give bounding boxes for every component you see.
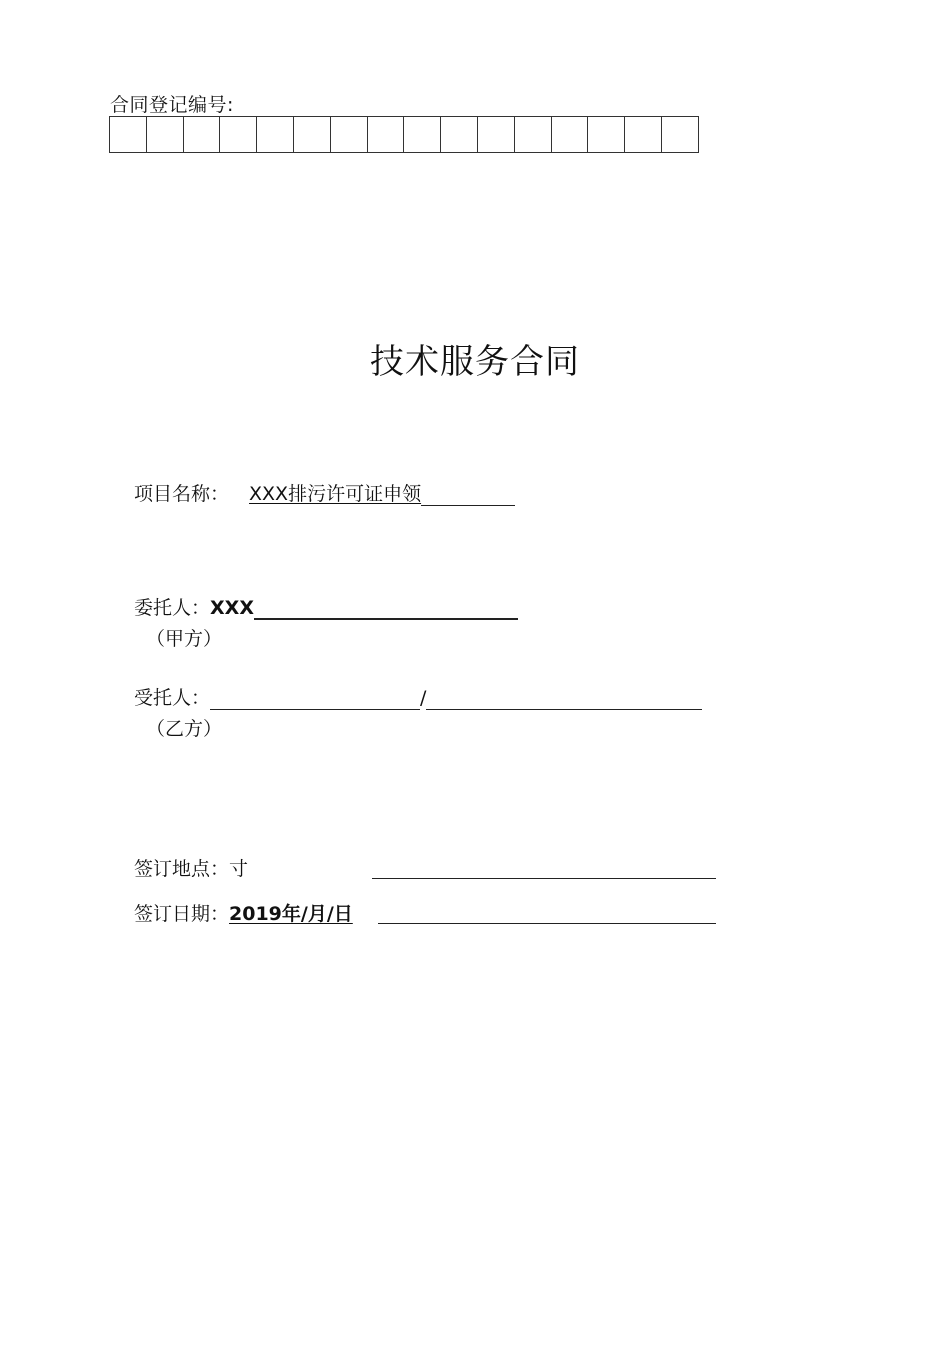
client-blank [254, 596, 518, 620]
registration-number-box[interactable] [404, 117, 441, 153]
client-label: 委托人： [134, 597, 211, 619]
project-name-blank [421, 483, 515, 506]
registration-number-box[interactable] [588, 117, 625, 153]
signing-date-row [134, 902, 353, 926]
registration-number-box[interactable] [441, 117, 478, 153]
project-name-value: XXX排污许可证申领 [249, 483, 422, 505]
signing-date-label: 签订日期： [134, 903, 230, 925]
signing-place-blank [372, 878, 716, 879]
registration-number-box[interactable] [257, 117, 294, 153]
signing-place-label: 签订地点： [134, 858, 230, 880]
registration-number-box[interactable] [515, 117, 552, 153]
registration-number-box[interactable] [110, 117, 147, 153]
registration-number-boxes [109, 116, 699, 153]
registration-number-box[interactable] [625, 117, 662, 153]
signing-date-value: 2019年/月/日 [229, 903, 353, 925]
registration-number-box[interactable] [662, 117, 699, 153]
project-name-row [134, 482, 515, 506]
client-row [134, 596, 518, 620]
registration-number-box[interactable] [294, 117, 331, 153]
signing-place-row [134, 857, 248, 881]
registration-number-label: 合同登记编号: [110, 94, 234, 116]
registration-number-box[interactable] [331, 117, 368, 153]
trustee-separator: / [420, 687, 427, 709]
party-b-label: （乙方） [146, 718, 223, 740]
registration-number-box[interactable] [368, 117, 405, 153]
trustee-label: 受托人： [134, 687, 211, 709]
registration-number-box[interactable] [184, 117, 221, 153]
party-a-label: （甲方） [146, 628, 223, 650]
signing-place-value: 寸 [229, 858, 249, 880]
contract-title: 技术服务合同 [370, 342, 580, 382]
project-name-label: 项目名称： [134, 483, 230, 505]
trustee-row [134, 686, 702, 710]
registration-number-box[interactable] [147, 117, 184, 153]
signing-date-blank [378, 923, 716, 924]
registration-number-box[interactable] [220, 117, 257, 153]
client-value: XXX [210, 597, 254, 619]
registration-number-box[interactable] [552, 117, 589, 153]
trustee-blank-2 [426, 687, 702, 710]
registration-number-box[interactable] [478, 117, 515, 153]
trustee-blank-1 [210, 687, 420, 710]
